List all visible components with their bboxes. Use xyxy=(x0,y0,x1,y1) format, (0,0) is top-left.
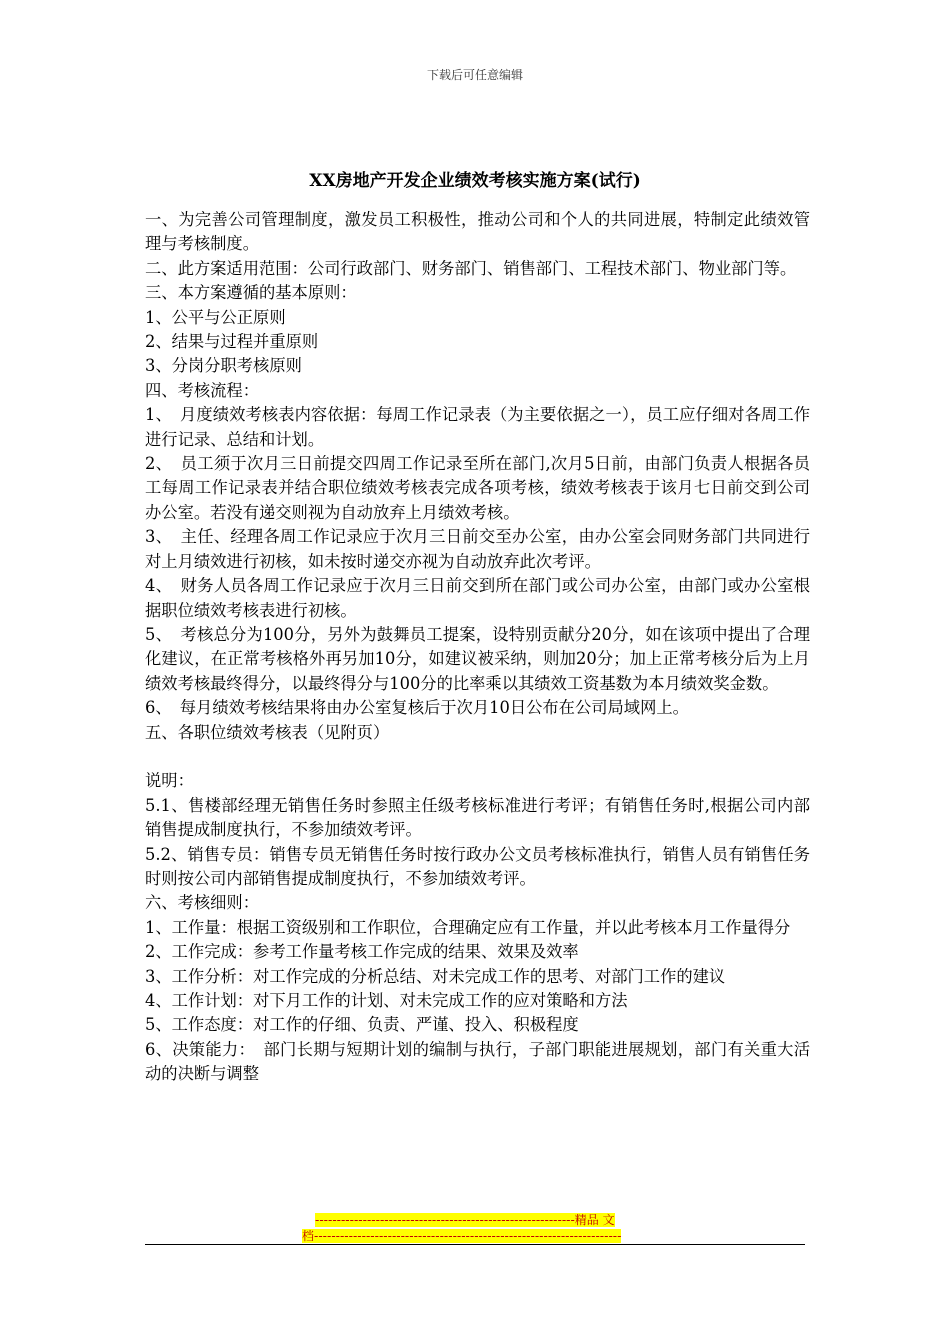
paragraph: 说明： xyxy=(145,771,194,791)
header-note: 下载后可任意编辑 xyxy=(426,68,523,82)
paragraph: 2、结果与过程并重原则 xyxy=(145,332,319,352)
paragraph: 二、此方案适用范围：公司行政部门、财务部门、销售部门、工程技术部门、物业部门等。 xyxy=(145,258,797,278)
blank-line xyxy=(145,745,810,769)
paragraph: 4、 财务人员各周工作记录应于次月三日前交到所在部门或公司办公室，由部门或办公室根据职位绩效考核表进行初核。 xyxy=(145,576,810,620)
paragraph: 3、分岗分职考核原则 xyxy=(145,356,302,376)
footer-watermark-line2: 档----------------------------------------------------------------------- xyxy=(302,1229,622,1243)
paragraph: 5.2、销售专员：销售专员无销售任务时按行政办公文员考核标准执行，销售人员有销售任务时则按公司内部销售提成制度执行，不参加绩效考评。 xyxy=(145,844,810,888)
paragraph: 3、工作分析：对工作完成的分析总结、对未完成工作的思考、对部门工作的建议 xyxy=(145,966,726,986)
document-body xyxy=(145,208,810,1087)
paragraph: 4、工作计划：对下月工作的计划、对未完成工作的应对策略和方法 xyxy=(145,990,628,1010)
paragraph: 一、为完善公司管理制度，激发员工积极性，推动公司和个人的共同进展，特制定此绩效管理与考核制度。 xyxy=(145,210,810,254)
paragraph: 6、 每月绩效考核结果将由办公室复核后于次月10日公布在公司局域网上。 xyxy=(145,698,689,718)
paragraph: 2、工作完成：参考工作量考核工作完成的结果、效果及效率 xyxy=(145,942,579,962)
footer-rule xyxy=(145,1244,805,1245)
paragraph: 2、 员工须于次月三日前提交四周工作记录至所在部门,次月5日前，由部门负责人根据各员工每周工作记录表并结合职位绩效考核表完成各项考核，绩效考核表于该月七日前交到公司办公室。若没有递交则视为自动放弃上月绩效考核。 xyxy=(145,454,810,522)
document-title: XX房地产开发企业绩效考核实施方案(试行) xyxy=(309,171,641,191)
paragraph: 5.1、售楼部经理无销售任务时参照主任级考核标准进行考评；有销售任务时,根据公司内部销售提成制度执行，不参加绩效考评。 xyxy=(145,795,810,840)
paragraph: 三、本方案遵循的基本原则： xyxy=(145,283,357,303)
paragraph: 1、工作量：根据工资级别和工作职位，合理确定应有工作量，并以此考核本月工作量得分 xyxy=(145,917,791,937)
paragraph: 6、决策能力： 部门长期与短期计划的编制与执行，子部门职能进展规划，部门有关重大活动的决断与调整 xyxy=(145,1039,810,1084)
paragraph: 1、公平与公正原则 xyxy=(145,307,286,327)
paragraph: 五、各职位绩效考核表（见附页） xyxy=(145,722,390,742)
paragraph: 六、考核细则： xyxy=(145,893,259,913)
paragraph: 5、工作态度：对工作的仔细、负责、严谨、投入、积极程度 xyxy=(145,1015,579,1035)
paragraph: 1、 月度绩效考核表内容依据：每周工作记录表（为主要依据之一），员工应仔细对各周工作进行记录、总结和计划。 xyxy=(145,405,810,449)
paragraph: 5、 考核总分为100分，另外为鼓舞员工提案，设特别贡献分20分，如在该项中提出了合理化建议，在正常考核格外再另加10分，如建议被采纳，则加20分；加上正常考核分后为上月绩效考核最终得分，以最终得分与100分的比率乘以其绩效工资基数为本月绩效奖金数。 xyxy=(145,624,810,693)
footer-watermark-line1: ------------------------------------------------------------精品 文 xyxy=(315,1213,615,1227)
paragraph: 四、考核流程： xyxy=(145,380,259,400)
paragraph: 3、 主任、经理各周工作记录应于次月三日前交至办公室，由办公室会同财务部门共同进行对上月绩效进行初核，如未按时递交亦视为自动放弃此次考评。 xyxy=(145,527,810,571)
